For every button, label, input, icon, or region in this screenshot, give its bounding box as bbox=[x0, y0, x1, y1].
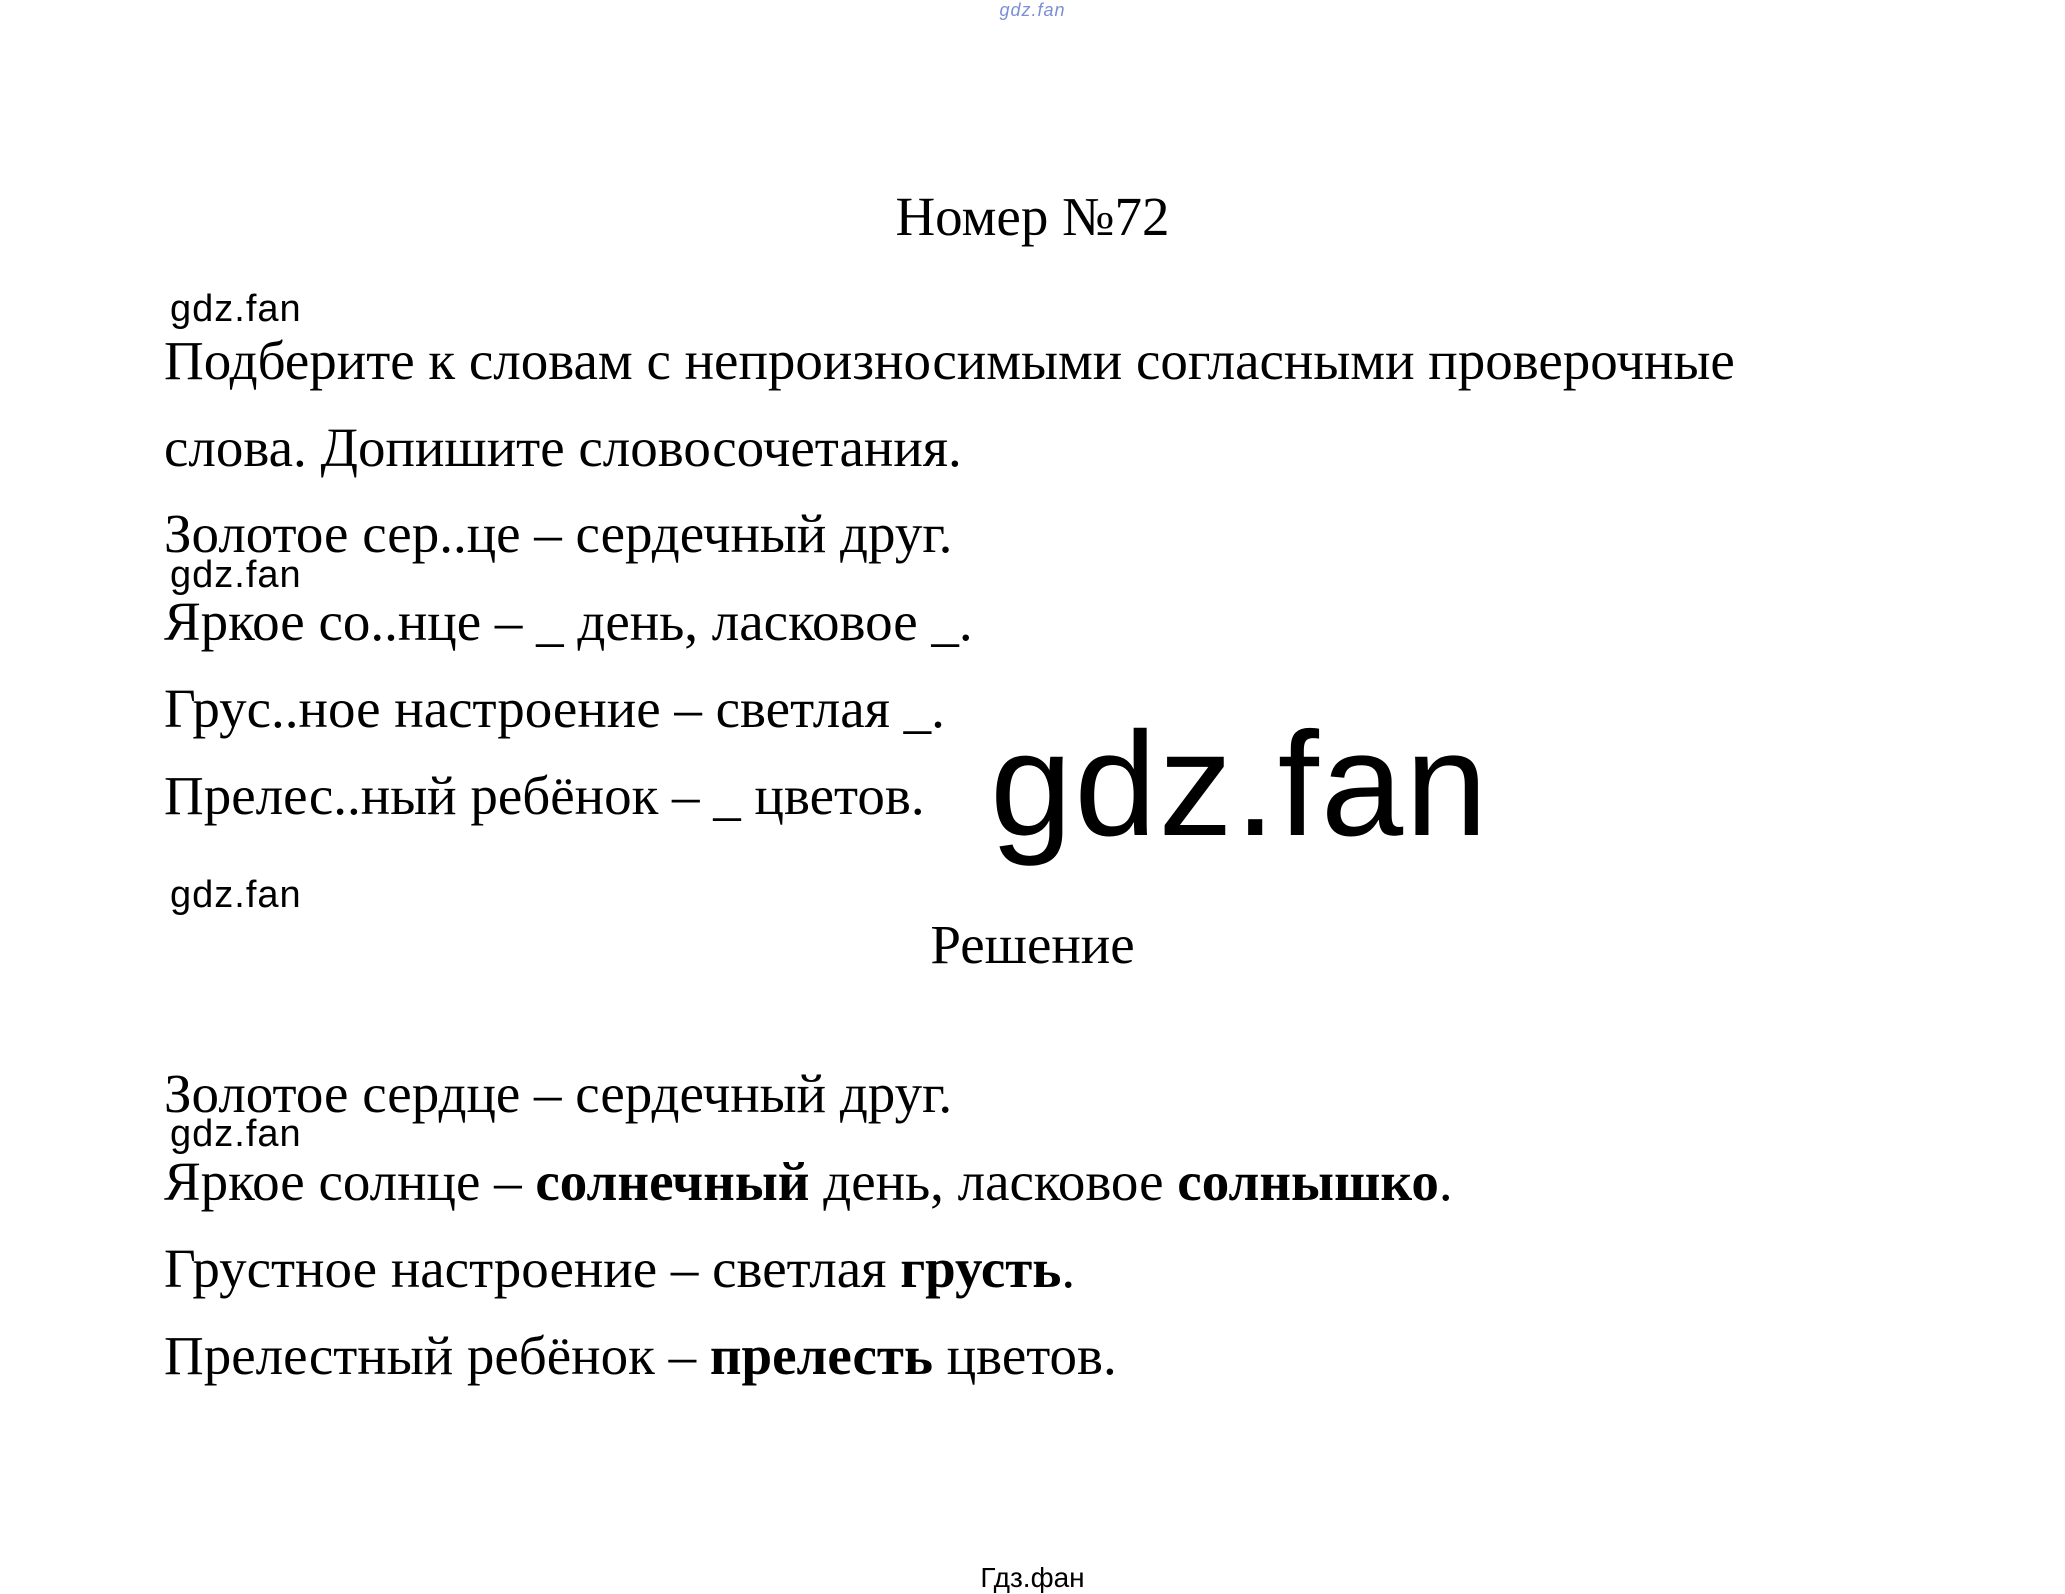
task-item-2: Яркое со..нце – _ день, ласковое _. bbox=[164, 591, 973, 652]
side-watermark: gdz.fan bbox=[170, 874, 302, 916]
solution-line-3 bbox=[164, 1237, 1075, 1301]
answer-word: солнечный bbox=[535, 1151, 810, 1212]
answer-word: солнышко bbox=[1177, 1151, 1439, 1212]
task-item-1: Золотое сер..це – сердечный друг. bbox=[164, 503, 953, 564]
task-title: Номер №72 bbox=[895, 186, 1170, 247]
solution-title: Решение bbox=[930, 914, 1135, 975]
task-item-4: Прелес..ный ребёнок – _ цветов. bbox=[164, 765, 925, 826]
top-watermark: gdz.fan bbox=[999, 0, 1066, 20]
task-instruction-line-2: слова. Допишите словосочетания. bbox=[164, 417, 962, 478]
solution-line-2-text: . bbox=[1438, 1151, 1453, 1212]
solution-line-4-text: цветов. bbox=[933, 1325, 1117, 1386]
solution-line-2-text: Яркое солнце – bbox=[164, 1151, 536, 1212]
answer-word: грусть bbox=[900, 1238, 1062, 1299]
task-instruction-line-1: Подберите к словам с непроизносимыми согласными проверочные bbox=[164, 330, 1735, 391]
solution-line-4 bbox=[164, 1324, 1117, 1388]
solution-line-4-text: Прелестный ребёнок – bbox=[164, 1325, 710, 1386]
side-watermark: gdz.fan bbox=[170, 1113, 302, 1155]
solution-line-2-text: день, ласковое bbox=[809, 1151, 1178, 1212]
footer-watermark: Гдз.фан bbox=[980, 1562, 1085, 1593]
large-watermark: gdz.fan bbox=[990, 702, 1490, 867]
side-watermark: gdz.fan bbox=[170, 554, 302, 596]
solution-line-1: Золотое сердце – сердечный друг. bbox=[164, 1063, 953, 1124]
side-watermark: gdz.fan bbox=[170, 288, 302, 330]
solution-line-3-text: Грустное настроение – светлая bbox=[164, 1238, 901, 1299]
task-item-3: Грус..ное настроение – светлая _. bbox=[164, 678, 945, 739]
solution-line-3-text: . bbox=[1061, 1238, 1076, 1299]
solution-line-2 bbox=[164, 1150, 1453, 1214]
answer-word: прелесть bbox=[709, 1325, 933, 1386]
